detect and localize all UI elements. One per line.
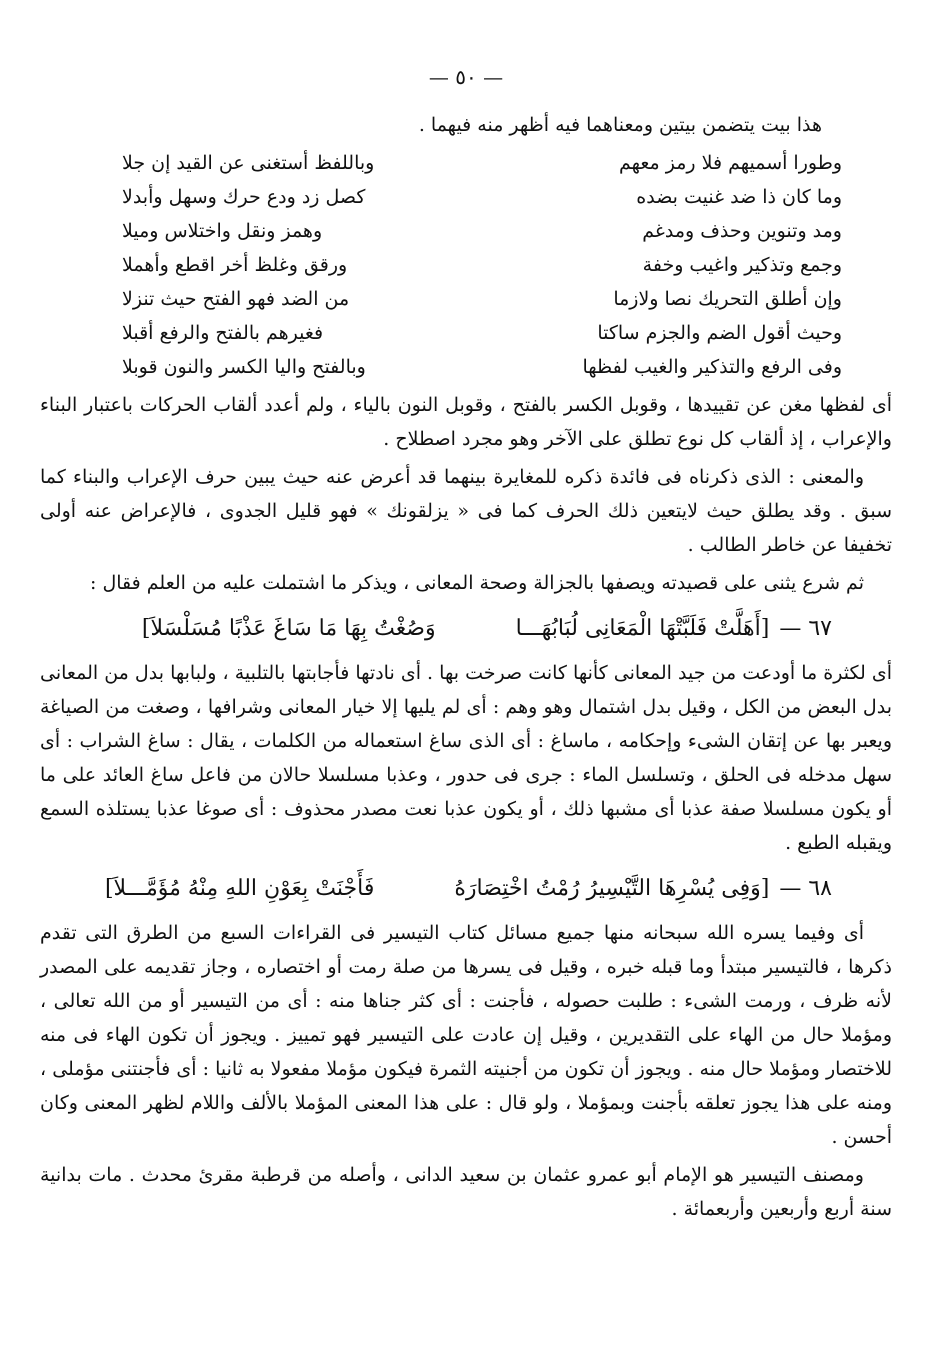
- page-number: — ٥٠ —: [428, 65, 504, 89]
- verse-left: من الضد فهو الفتح حيث تنزلا: [122, 288, 350, 310]
- poem-hemistich-1: [أَهَلَّتْ فَلَبَّتْهَا الْمَعَانِى لُبَابُهَـــا: [515, 616, 770, 641]
- verse-right: وجمع وتذكير واغيب وخفة: [642, 254, 842, 276]
- verse-left: فغيرهم بالفتح والرفع أقبلا: [122, 322, 324, 344]
- verse-row: [122, 350, 842, 384]
- verse-left: وبالفتح واليا الكسر والنون قوبلا: [122, 356, 366, 378]
- verse-row: [122, 214, 842, 248]
- poem-number: ٦٧ —: [779, 616, 832, 641]
- poem-hemistich-2: فَأَجْنَتْ بِعَوْنِ اللهِ مِنْهُ مُؤَمَّـــلاَ]: [104, 876, 375, 901]
- poem-hemistich-2: وَصُغْتُ بِهَا مَا سَاغَ عَذْبًا مُسَلْسَلاَ]: [141, 616, 436, 641]
- verse-right: وإن أطلق التحريك نصا ولازما: [613, 288, 842, 310]
- verse-right: ومد وتنوين وحذف ومدغم: [642, 220, 842, 242]
- verse-left: وهمز ونقل واختلاس وميلا: [122, 220, 323, 242]
- verse-left: ورقق وغلظ أخر اقطع وأهملا: [122, 254, 348, 276]
- verse-row: [122, 146, 842, 180]
- verse-row: [122, 180, 842, 214]
- verse-row: [122, 282, 842, 316]
- commentary-paragraph-2: والمعنى : الذى ذكرناه فى فائدة ذكره للمغايرة بينهما قد أعرض عنه حيث يبين حرف الإعراب والبناء كما سبق . وقد يطلق حيث لايتعين ذلك الحرف كما فى « يزلقونك » فهو قليل الجدوى ، فالإعراض عنه أولى تخفيفا عن خاطر الطالب .: [40, 466, 892, 556]
- commentary-paragraph-3: ثم شرع يثنى على قصيدته ويصفها بالجزالة وصحة المعانى ، ويذكر ما اشتملت عليه من العلم فقال :: [90, 572, 864, 594]
- verse-left: كصل زد ودع حرك وسهل وأبدلا: [122, 186, 366, 208]
- poem-number: ٦٨ —: [779, 876, 832, 901]
- poem-line-68: [40, 870, 892, 908]
- poem-hemistich-1: [وَفِى يُسْرِهَا التَّيْسِيرُ رُمْتُ اخْتِصَارَهُ: [454, 876, 770, 901]
- verse-right: وفى الرفع والتذكير والغيب لفظها: [582, 356, 842, 378]
- verse-left: وباللفظ أستغنى عن القيد إن جلا: [122, 152, 375, 174]
- verse-right: وطورا أسميهم فلا رمز معهم: [618, 152, 842, 174]
- intro-line: هذا بيت يتضمن بيتين ومعناهما فيه أظهر منه فيهما .: [418, 114, 822, 136]
- verse-block: [122, 146, 842, 384]
- commentary-paragraph-5: أى وفيما يسره الله سبحانه منها جميع مسائل كتاب التيسير فى القراءات السبع من الطرق التى تقدم ذكرها ، فالتيسير مبتدأ وما قبله خبره ، وقيل فى يسرها من صلة رمت أو اختصاره ، وجاز تقديمه على المصدر لأنه ظرف ، ورمت الشىء : طلبت حصوله ، فأجنت : أى كثر جناها منه : أى من التيسير أو من الله تعالى ، ومؤملا حال من الهاء على التقديرين ، وقيل إن عادت على التيسير فهو تمييز . ويجوز أن تكون الهاء فى منه للاختصار ومؤملا حال منه . ويجوز أن تكون من أجنيته الثمرة فيكون مؤملا مفعولا به ثانيا : أى فأجنتنى مؤملى ، ومنه على هذا يجوز تعلقه بأجنت وبمؤملا ، ولو قال : على هذا المعنى المؤملا بالألف واللام لظهر المعنى وكان أحسن .: [40, 922, 892, 1148]
- commentary-paragraph-1: أى لفظها مغن عن تقييدها ، وقوبل الكسر بالفتح ، وقوبل النون بالياء ، ولم أعدد ألقاب الحركات باعتبار البناء والإعراب ، إذ ألقاب كل نوع تطلق على الآخر وهو مجرد اصطلاح .: [40, 394, 892, 450]
- poem-line-67: [40, 610, 892, 648]
- commentary-paragraph-6: ومصنف التيسير هو الإمام أبو عمرو عثمان بن سعيد الدانى ، وأصله من قرطبة مقرئ محدث . مات بدانية سنة أربع وأربعين وأربعمائة .: [40, 1164, 892, 1220]
- verse-row: [122, 316, 842, 350]
- verse-right: وحيث أقول الضم والجزم ساكتا: [597, 322, 842, 344]
- verse-row: [122, 248, 842, 282]
- commentary-paragraph-4: أى لكثرة ما أودعت من جيد المعانى كأنها كانت صرخت بها . أى نادتها فأجابتها بالتلبية ، ولبابها بدل من المعانى بدل البعض من الكل ، وقيل بدل اشتمال وهو وهم : أى لم يليها إلا خيار المعانى وشرافها ، وصغت من الصياغة ويعبر بها عن إتقان الشىء وإحكامه ، ماساغ : أى الذى ساغ استعماله من الكلمات ، يقال : ساغ الشراب : أى سهل مدخله فى الحلق ، وتسلسل الماء : جرى فى حدور ، وعذبا مسلسلا حالان من فاعل ساغ العائد على ما أو يكون مسلسلا صفة عذبا أى مشبها ذلك ، أو يكون عذبا نعت مصدر محذوف : أى صوغا عذبا يستلذه السمع ويقبله الطبع .: [40, 662, 892, 854]
- page: [40, 60, 892, 1230]
- verse-right: وما كان ذا ضد غنيت بضده: [636, 186, 842, 208]
